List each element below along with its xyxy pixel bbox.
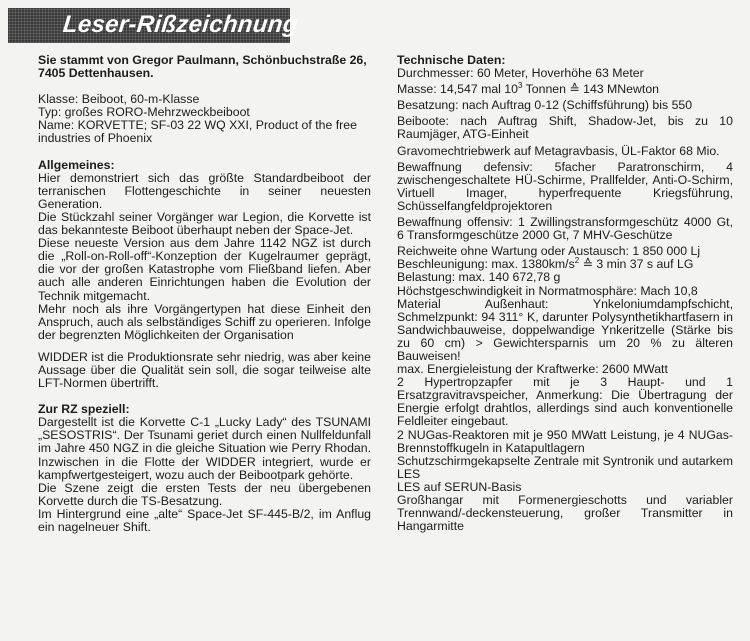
spec-material: Material Außenhaut: Ynkeloniumdampfschicht, Schmelzpunkt: 94 311° K, darunter Polysynthetikhartfasern in Sandwichbauweise, doppelwandige Ynkeritzelle (Stärke bis zu 60 cm) > Gewichtersparnis um 20 % zu älteren Bauweisen! <box>397 296 733 363</box>
paragraph: Die Stückzahl seiner Vorgänger war Legion, die Korvette ist das bekannteste Beiboot überhaupt neben der Space-Jet. <box>38 209 371 238</box>
spec-hoechstgeschwindigkeit: Höchstgeschwindigkeit in Normatmosphäre: Mach 10,8 <box>397 283 698 298</box>
spec-reichweite: Reichweite ohne Wartung oder Austausch: 1 850 000 Lj <box>397 244 701 259</box>
spec-masse-text: Masse: 14,547 mal 10 <box>397 82 518 97</box>
paragraph: Die Szene zeigt die ersten Tests der neu übergebenen Korvette durch die TS-Besatzung. <box>38 480 371 508</box>
spec-beschleunigung-text: Beschleunigung: max. 1380km/s <box>397 257 575 272</box>
spec-besatzung: Besatzung: nach Auftrag 0-12 (Schiffsführung) bis 550 <box>397 98 693 113</box>
spec-hangar: Großhangar mit Formenergieschotts und variabler Trennwand/-deckensteuerung, großer Transmitter in Hangarmitte <box>397 493 733 534</box>
spec-typ: Typ: großes RORO-Mehrzweckbeiboot <box>38 105 250 120</box>
spec-beschleunigung-exponent: 2 <box>574 256 580 266</box>
spec-nugas-reaktoren: 2 NUGas-Reaktoren mit je 950 MWatt Leistung, je 4 NUGas-Brennstoffkugeln in Katapultlagern <box>397 427 733 455</box>
section-heading-technische-daten: Technische Daten: <box>397 53 506 67</box>
spec-belastung: Belastung: max. 140 672,78 g <box>397 270 561 285</box>
spec-antrieb: Gravomechtriebwerk auf Metagravbasis, ÜL-Faktor 68 Mio. <box>397 143 720 158</box>
paragraph: Im Hintergrund eine „alte“ Space-Jet SF-445-B/2, im Anflug ein nagelneuer Shift. <box>38 506 371 534</box>
spec-beschleunigung-text-end: ≙ 3 min 37 s auf LG <box>579 257 694 272</box>
spec-klasse: Klasse: Beiboot, 60-m-Klasse <box>38 92 200 107</box>
spec-durchmesser: Durchmesser: 60 Meter, Hoverhöhe 63 Meter <box>397 66 644 81</box>
spec-masse-text-end: Tonnen ≙ 143 MNewton <box>522 82 659 97</box>
section-heading-rz: Zur RZ speziell: <box>38 402 130 417</box>
paragraph: WIDDER ist die Produktionsrate sehr niedrig, was aber keine Aussage über die Qualität sein soll, die sogar teilweise alte LFT-Normen übertrifft. <box>38 349 371 391</box>
paragraph: Diese neueste Version aus dem Jahre 1142 NGZ ist durch die „Roll-on-Roll-off“-Konzeption der Kugelraumer geprägt, die vor der großen Katastrophe vom Fließband liefen. Aber auch alle anderen Einrichtungen haben die Evolution der Technik mitgemacht. <box>38 236 371 303</box>
spec-masse <box>397 83 733 96</box>
paragraph: Mehr noch als ihre Vorgängertypen hat diese Einheit den Anspruch, auch als selbständiges Schiff zu operieren. Infolge der begrenzten Möglichkeiten der Organisation <box>38 301 371 342</box>
section-heading-allgemeines: Allgemeines: <box>38 157 115 172</box>
left-column <box>38 54 371 534</box>
author-credit: Sie stammt von Gregor Paulmann, Schönbuchstraße 26, 7405 Dettenhausen. <box>38 53 367 81</box>
spec-bewaffnung-defensiv: Bewaffnung defensiv: 5facher Paratronschirm, 4 zwischengeschaltete HÜ-Schirme, Prallfelder, Anti-O-Schirm, Virtuell Imager, hyperfrequente Kriegsführung, Schüsselfangfeldprojektoren <box>397 159 733 213</box>
spec-name: Name: KORVETTE; SF-03 22 WQ XXI, Product of the free industries of Phoenix <box>38 118 357 146</box>
spec-hypertropzapfer: 2 Hypertropzapfer mit je 3 Haupt- und 1 Ersatzgravitravspeicher, Anmerkung: Die Übertragung der Energie erfolgt drahtlos, allerdings sind auch konventionelle Feldleiter eingebaut. <box>397 375 733 429</box>
spec-zentrale: Schutzschirmgekapselte Zentrale mit Syntronik und autarkem LES <box>397 453 733 481</box>
spec-energieleistung: max. Energieleistung der Kraftwerke: 2600 MWatt <box>397 362 668 377</box>
paragraph: Dargestellt ist die Korvette C-1 „Lucky Lady“ des TSUNAMI „SESOSTRIS“. Der Tsunami geriet durch einen Nullfeldunfall im Jahre 450 NGZ in die gleiche Situation wie Perry Rhodan. Inzwischen in die Flotte der WIDDER integriert, wurde er kampfwertgesteigert, wozu auch der Beibootpark gehörte. <box>38 415 371 482</box>
right-column <box>397 54 733 533</box>
paragraph: Hier demonstriert sich das größte Standardbeiboot der terranischen Flottengeschichte in seiner neuesten Generation. <box>38 170 371 211</box>
spec-beiboote: Beiboote: nach Auftrag Shift, Shadow-Jet, bis zu 10 Raumjäger, ATG-Einheit <box>397 114 733 142</box>
spec-les: LES auf SERUN-Basis <box>397 479 522 494</box>
article-title: Leser-Rißzeichnung <box>61 11 300 38</box>
article-banner <box>8 8 300 43</box>
spec-masse-exponent: 3 <box>518 81 523 91</box>
spec-bewaffnung-offensiv: Bewaffnung offensiv: 1 Zwillingstransformgeschütz 4000 Gt, 6 Transformgeschütze 2000 Gt, 7 MHV-Geschütze <box>397 215 733 243</box>
